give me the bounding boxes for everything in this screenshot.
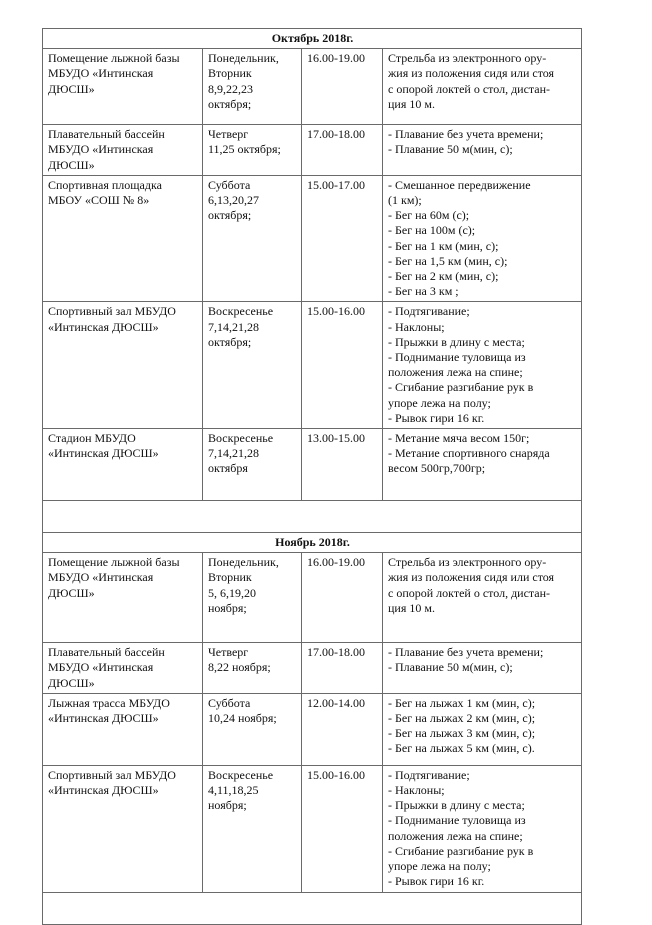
activity-line: - Смешанное передвижение — [388, 177, 531, 192]
days-line: 6,13,20,27 — [208, 193, 259, 208]
activity-line: ция 10 м. — [388, 96, 435, 111]
activity-line: - Поднимание туловища из — [388, 813, 526, 828]
days-cell — [203, 765, 302, 892]
place-line: Стадион МБУДО — [48, 431, 136, 446]
activity-line: с опорой локтей о стол, дистан- — [388, 81, 551, 96]
activity-line: - Рывок гири 16 кг. — [388, 874, 485, 889]
activity-line: - Бег на лыжах 2 км (мин, с); — [388, 711, 536, 726]
month-header-row — [43, 29, 582, 49]
activity-line: упоре лежа на полу; — [388, 395, 491, 410]
place-line: ДЮСШ» — [48, 585, 95, 600]
days-line: октября; — [208, 96, 252, 111]
days-cell — [203, 643, 302, 694]
activity-line: (1 км); — [388, 193, 422, 208]
place-line: «Интинская ДЮСШ» — [48, 711, 159, 726]
activity-line: - Бег на лыжах 5 км (мин, с). — [388, 741, 535, 756]
table-row — [43, 429, 582, 501]
activity-line: - Метание мяча весом 150г; — [388, 431, 530, 446]
days-line: 7,14,21,28 — [208, 319, 259, 334]
activity-line: - Плавание без учета времени; — [388, 127, 544, 142]
place-line: МБУДО «Интинская — [48, 142, 154, 157]
activity-cell — [383, 643, 582, 694]
place-line: ДЮСШ» — [48, 157, 95, 172]
days-line: 10,24 ноября; — [208, 711, 277, 726]
activity-cell — [383, 693, 582, 765]
activity-line: - Сгибание разгибание рук в — [388, 843, 534, 858]
days-cell — [203, 553, 302, 643]
activity-line: - Поднимание туловища из — [388, 350, 526, 365]
schedule-body — [43, 29, 582, 925]
place-line: Помещение лыжной базы — [48, 51, 180, 66]
days-line: 8,9,22,23 — [208, 81, 253, 96]
table-row — [43, 175, 582, 302]
days-line: Воскресенье — [208, 767, 274, 782]
table-row — [43, 765, 582, 892]
days-line: Понедельник, — [208, 51, 279, 66]
spacer-row — [43, 892, 582, 924]
activity-line: жия из положения сидя или стоя — [388, 570, 555, 585]
time-cell: 15.00-17.00 — [302, 175, 383, 302]
days-line: Суббота — [208, 695, 251, 710]
place-cell — [43, 553, 203, 643]
place-cell — [43, 49, 203, 125]
activity-line: весом 500гр,700гр; — [388, 461, 486, 476]
activity-cell — [383, 125, 582, 176]
place-cell — [43, 429, 203, 501]
place-line: «Интинская ДЮСШ» — [48, 319, 159, 334]
days-cell — [203, 125, 302, 176]
activity-line: - Бег на 2 км (мин, с); — [388, 269, 499, 284]
table-row — [43, 125, 582, 176]
place-line: МБУДО «Интинская — [48, 66, 154, 81]
place-cell — [43, 302, 203, 429]
days-cell — [203, 429, 302, 501]
activity-cell — [383, 175, 582, 302]
days-line: 4,11,18,25 — [208, 783, 259, 798]
place-cell — [43, 765, 203, 892]
activity-line: - Подтягивание; — [388, 767, 470, 782]
days-line: 5, 6,19,20 — [208, 585, 256, 600]
activity-line: - Плавание без учета времени; — [388, 645, 544, 660]
days-line: октября; — [208, 208, 252, 223]
time-cell: 17.00-18.00 — [302, 643, 383, 694]
activity-line: положения лежа на спине; — [388, 828, 523, 843]
activity-line: - Бег на 1,5 км (мин, с); — [388, 253, 508, 268]
activity-line: - Бег на 100м (с); — [388, 223, 476, 238]
activity-line: Стрельба из электронного ору- — [388, 51, 547, 66]
activity-line: с опорой локтей о стол, дистан- — [388, 585, 551, 600]
spacer-row — [43, 501, 582, 533]
time-cell: 15.00-16.00 — [302, 302, 383, 429]
month-header-row — [43, 533, 582, 553]
time-cell: 15.00-16.00 — [302, 765, 383, 892]
days-line: Понедельник, — [208, 555, 279, 570]
time-cell: 17.00-18.00 — [302, 125, 383, 176]
activity-line: - Бег на 60м (с); — [388, 208, 470, 223]
activity-cell — [383, 765, 582, 892]
activity-line: - Бег на лыжах 3 км (мин, с); — [388, 726, 536, 741]
days-line: Суббота — [208, 177, 251, 192]
place-line: «Интинская ДЮСШ» — [48, 446, 159, 461]
days-cell — [203, 175, 302, 302]
place-line: Спортивный зал МБУДО — [48, 304, 176, 319]
place-line: Плавательный бассейн — [48, 127, 165, 142]
activity-line: - Метание спортивного снаряда — [388, 446, 550, 461]
days-line: ноября; — [208, 600, 247, 615]
activity-line: Стрельба из электронного ору- — [388, 555, 547, 570]
days-line: Четверг — [208, 127, 249, 142]
table-row — [43, 643, 582, 694]
activity-line: - Рывок гири 16 кг. — [388, 410, 485, 425]
place-line: МБОУ «СОШ № 8» — [48, 193, 150, 208]
spacer-cell — [43, 501, 582, 533]
activity-line: - Наклоны; — [388, 319, 445, 334]
place-cell — [43, 125, 203, 176]
activity-cell — [383, 429, 582, 501]
activity-line: - Бег на лыжах 1 км (мин, с); — [388, 695, 536, 710]
days-line: октября; — [208, 334, 252, 349]
days-line: октября — [208, 461, 248, 476]
time-cell: 16.00-19.00 — [302, 553, 383, 643]
table-row — [43, 302, 582, 429]
days-line: Четверг — [208, 645, 249, 660]
time-cell: 16.00-19.00 — [302, 49, 383, 125]
days-line: Воскресенье — [208, 304, 274, 319]
activity-line: ция 10 м. — [388, 600, 435, 615]
activity-line: - Плавание 50 м(мин, с); — [388, 142, 513, 157]
activity-line: - Наклоны; — [388, 783, 445, 798]
activity-line: - Прыжки в длину с места; — [388, 334, 525, 349]
place-cell — [43, 693, 203, 765]
spacer-cell — [43, 892, 582, 924]
activity-line: - Бег на 3 км ; — [388, 284, 459, 299]
table-row — [43, 49, 582, 125]
days-line: ноября; — [208, 798, 247, 813]
activity-line: - Подтягивание; — [388, 304, 470, 319]
days-cell — [203, 302, 302, 429]
days-line: Вторник — [208, 570, 252, 585]
days-cell — [203, 693, 302, 765]
place-line: МБУДО «Интинская — [48, 570, 154, 585]
place-line: Лыжная трасса МБУДО — [48, 695, 170, 710]
month-title: Октябрь 2018г. — [43, 29, 582, 49]
place-line: Спортивная площадка — [48, 177, 162, 192]
activity-cell — [383, 553, 582, 643]
days-line: 11,25 октября; — [208, 142, 281, 157]
activity-line: жия из положения сидя или стоя — [388, 66, 555, 81]
activity-line: - Плавание 50 м(мин, с); — [388, 660, 513, 675]
days-line: 8,22 ноября; — [208, 660, 271, 675]
activity-line: - Бег на 1 км (мин, с); — [388, 238, 499, 253]
place-cell — [43, 175, 203, 302]
place-line: Помещение лыжной базы — [48, 555, 180, 570]
days-cell — [203, 49, 302, 125]
activity-line: упоре лежа на полу; — [388, 859, 491, 874]
table-row — [43, 693, 582, 765]
activity-cell — [383, 302, 582, 429]
time-cell: 12.00-14.00 — [302, 693, 383, 765]
schedule-table — [42, 28, 582, 925]
activity-line: - Сгибание разгибание рук в — [388, 380, 534, 395]
activity-line: положения лежа на спине; — [388, 365, 523, 380]
activity-cell — [383, 49, 582, 125]
place-line: Спортивный зал МБУДО — [48, 767, 176, 782]
place-line: ДЮСШ» — [48, 81, 95, 96]
activity-line: - Прыжки в длину с места; — [388, 798, 525, 813]
month-title: Ноябрь 2018г. — [43, 533, 582, 553]
place-line: Плавательный бассейн — [48, 645, 165, 660]
place-line: МБУДО «Интинская — [48, 660, 154, 675]
days-line: Воскресенье — [208, 431, 274, 446]
place-line: ДЮСШ» — [48, 675, 95, 690]
place-cell — [43, 643, 203, 694]
days-line: Вторник — [208, 66, 252, 81]
days-line: 7,14,21,28 — [208, 446, 259, 461]
table-row — [43, 553, 582, 643]
place-line: «Интинская ДЮСШ» — [48, 783, 159, 798]
time-cell: 13.00-15.00 — [302, 429, 383, 501]
